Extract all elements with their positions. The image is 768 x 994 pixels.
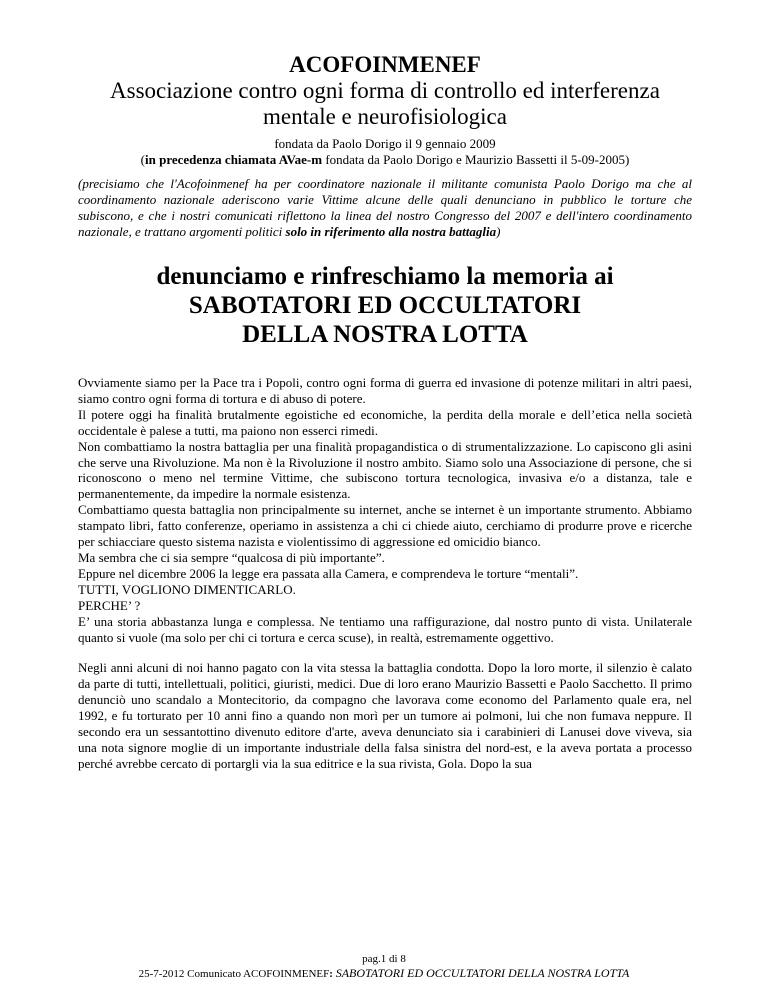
document-page — [78, 52, 692, 772]
org-full-name-line1: Associazione contro ogni forma di controllo ed interferenza — [110, 78, 660, 103]
intro-note — [78, 176, 692, 240]
headline — [78, 262, 692, 349]
footer-line — [0, 966, 768, 981]
footer-title: SABOTATORI ED OCCULTATORI DELLA NOSTRA LOTTA — [335, 966, 630, 980]
intro-note-text: (precisiamo che l'Acofoinmenef ha per coordinatore nazionale il militante comunista Paolo Dorigo ma che al coordinamento nazionale aderiscono varie Vittime alcune delle quali denunciano in pubblico le torture che subiscono, e che i nostri comunicati riflettono la linea del nostro Congresso del 2007 e dell'intero coordinamento nazionale, e trattano argomenti politici — [78, 176, 692, 239]
paragraph: Ma sembra che ci sia sempre “qualcosa di più importante”. — [78, 549, 385, 565]
intro-note-close: ) — [496, 224, 501, 239]
previous-name-line — [78, 152, 692, 168]
headline-line3: DELLA NOSTRA LOTTA — [242, 321, 528, 348]
page-number: pag.1 di 8 — [362, 953, 406, 965]
headline-line2: SABOTATORI ED OCCULTATORI — [188, 292, 582, 319]
founded-line: fondata da Paolo Dorigo il 9 gennaio 2009 — [274, 136, 496, 151]
previous-open: ( — [140, 152, 146, 167]
paragraph: Negli anni alcuni di noi hanno pagato con la vita stessa la battaglia condotta. Dopo la loro morte, il silenzio è calato da parte di tutti, intellettuali, politici, giuristi, medici. Due di loro erano Maurizio Bassetti e Paolo Sacchetto. Il primo denunciò uno scandalo a Montecitorio, da compagno che lavorava come economo del Parlamento quale era, nel 1992, e fu torturato per 10 anni fino a quando non morì per un tumore ai polmoni, lui che non fumava neppure. Il secondo era un sessantottino divenuto editore d'arte, aveva denunciato sia i carabinieri di Lanusei dove viveva, sia una nota signore moglie di un importante industriale della falsa sinistra del nord-est, e la aveva portata a processo perché avrebbe cercato di portargli via la sua editrice e la sua rivista, Gola. Dopo la sua — [78, 660, 692, 771]
paragraph: PERCHE’ ? — [78, 597, 141, 613]
footer-prefix: 25-7-2012 Comunicato ACOFOINMENEF — [138, 968, 330, 980]
page-footer — [0, 952, 768, 981]
intro-note-bold: solo in riferimento alla nostra battaglia — [285, 224, 497, 239]
paragraph: TUTTI, VOGLIONO DIMENTICARLO. — [78, 581, 296, 597]
org-name: ACOFOINMENEF — [289, 52, 481, 77]
body-text — [78, 375, 692, 772]
paragraph: Ovviamente siamo per la Pace tra i Popoli, contro ogni forma di guerra ed invasione di potenze militari in altri paesi, siamo contro ogni forma di tortura e di abuso di potere. — [78, 375, 692, 406]
footer-colon: : — [329, 968, 336, 980]
paragraph: Eppure nel dicembre 2006 la legge era passata alla Camera, e comprendeva le torture “mentali”. — [78, 565, 579, 581]
headline-line1: denunciamo e rinfreschiamo la memoria ai — [156, 263, 614, 290]
paragraph: Non combattiamo la nostra battaglia per una finalità propagandistica o di strumentalizzazione. Lo capiscono gli asini che serve una Rivoluzione. Ma non è la Rivoluzione il nostro ambito. Siamo solo una Associazione di persone, che si riconoscono o meno nel termine Vittime, che subiscono tortura tecnologica, invasiva e/o a distanza, tale e permanentemente, da impedire la normale esistenza. — [78, 438, 692, 502]
paragraph: E’ una storia abbastanza lunga e complessa. Ne tentiamo una raffigurazione, dal nostro punto di vista. Unilaterale quanto si vuole (ma solo per chi ci tortura e cerca scuse), in realtà, estremamente oggettivo. — [78, 613, 692, 645]
paragraph-gap — [78, 645, 692, 660]
previous-name-bold: in precedenza chiamata AVae-m — [145, 152, 323, 167]
previous-name-rest: fondata da Paolo Dorigo e Maurizio Bassetti il 5-09-2005) — [322, 152, 630, 167]
org-full-name-line2: mentale e neurofisiologica — [263, 104, 507, 129]
paragraph: Il potere oggi ha finalità brutalmente egoistiche ed economiche, la perdita della morale e dell’etica nella società occidentale è palese a tutti, ma paiono non esserci rimedi. — [78, 406, 692, 438]
paragraph: Combattiamo questa battaglia non principalmente su internet, anche se internet è un importante strumento. Abbiamo stampato libri, fatto conferenze, operiamo in assistenza a chi ci chiede aiuto, cerchiamo di produrre prove e ricerche per schiacciare questo sistema nazista e violentissimo di aggressione ed omicidio bianco. — [78, 502, 692, 550]
